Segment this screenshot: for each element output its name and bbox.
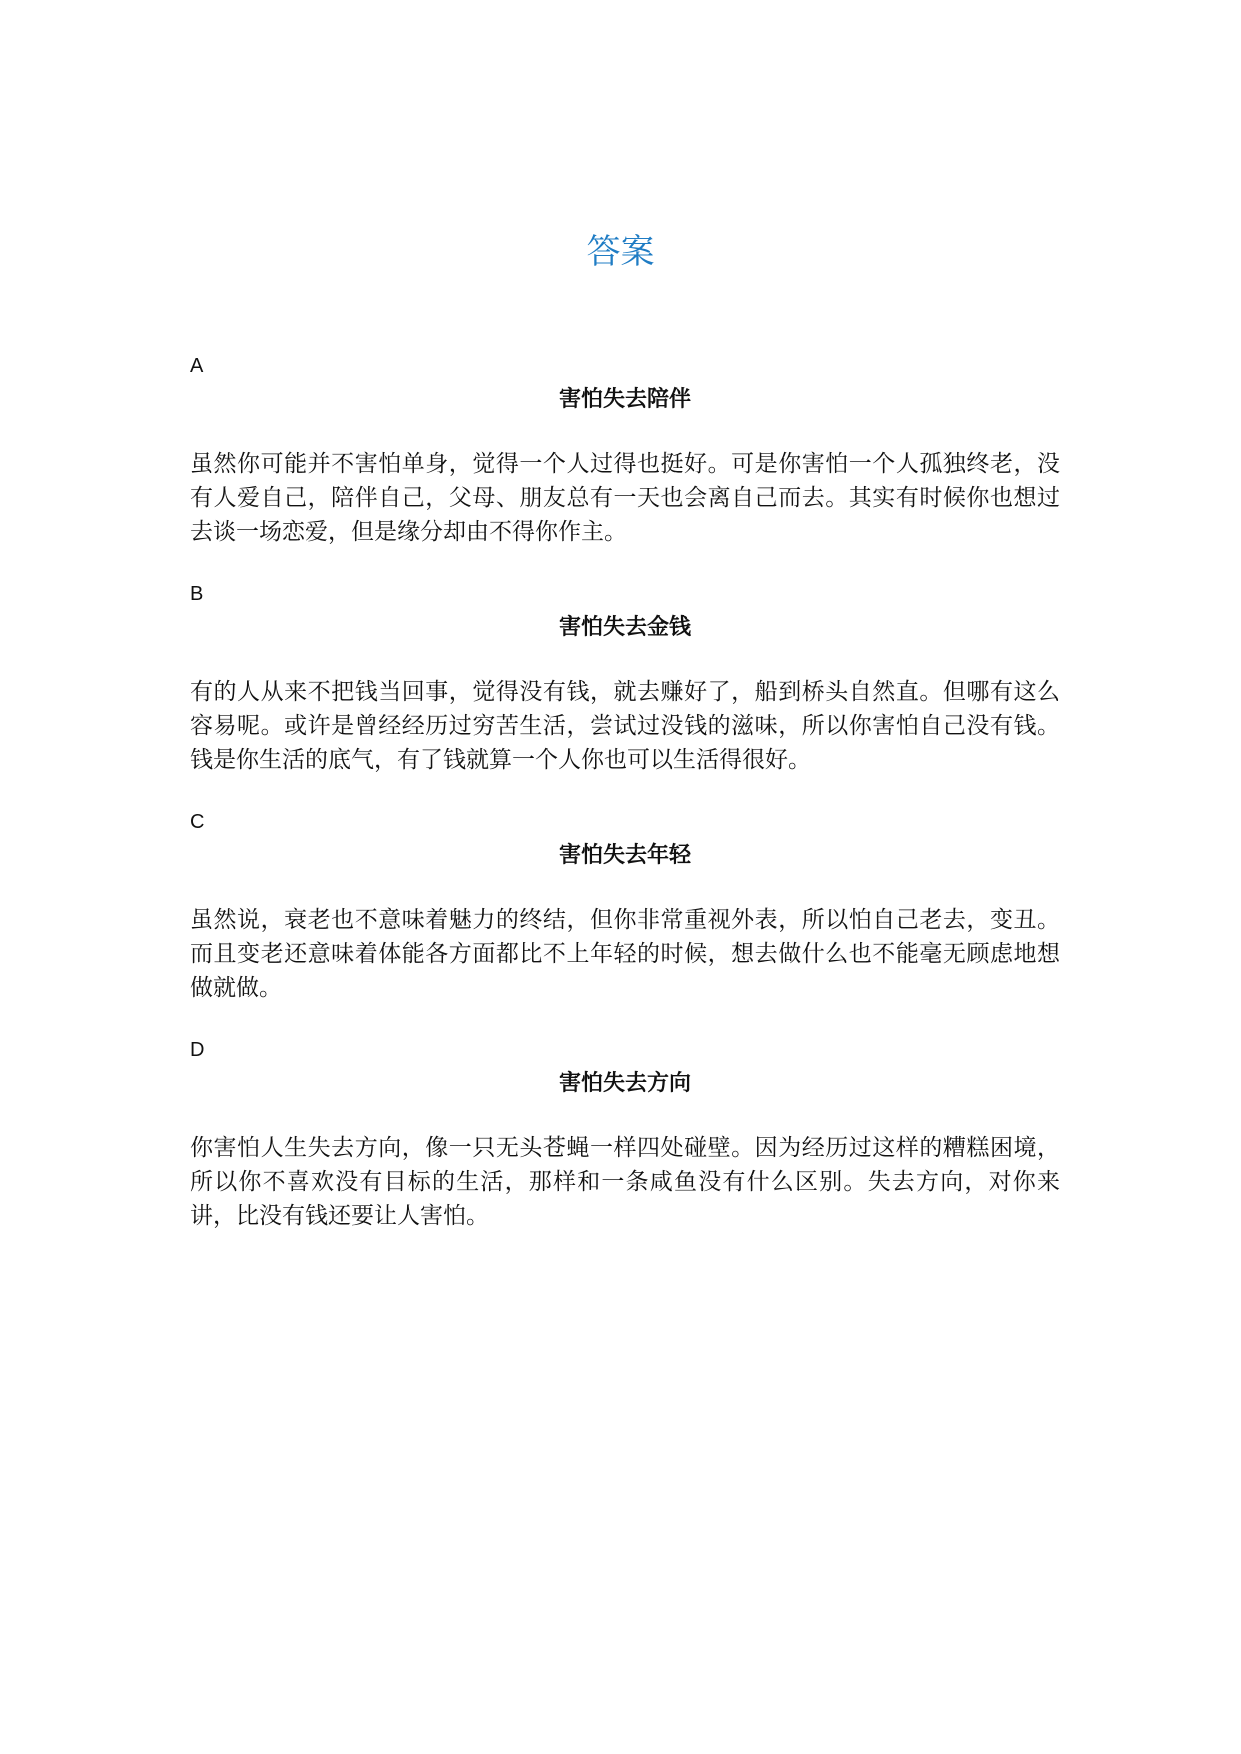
section-body: 虽然你可能并不害怕单身，觉得一个人过得也挺好。可是你害怕一个人孤独终老，没有人爱自己，陪伴自己，父母、朋友总有一天也会离自己而去。其实有时候你也想过去谈一场恋爱，但是缘分却由不得你作主。 — [190, 451, 1060, 545]
option-letter: B — [190, 583, 204, 605]
page-title: 答案 — [586, 232, 655, 272]
option-letter: C — [190, 811, 205, 833]
section-heading: 害怕失去金钱 — [558, 615, 691, 640]
section-heading: 害怕失去陪伴 — [558, 387, 691, 412]
answer-section-c — [190, 808, 1060, 1036]
section-body: 有的人从来不把钱当回事，觉得没有钱，就去赚好了，船到桥头自然直。但哪有这么容易呢。或许是曾经经历过穷苦生活，尝试过没钱的滋味，所以你害怕自己没有钱。钱是你生活的底气，有了钱就算一个人你也可以生活得很好。 — [190, 679, 1060, 773]
section-heading: 害怕失去方向 — [558, 1071, 691, 1096]
section-body: 虽然说，衰老也不意味着魅力的终结，但你非常重视外表，所以怕自己老去，变丑。而且变老还意味着体能各方面都比不上年轻的时候，想去做什么也不能毫无顾虑地想做就做。 — [190, 907, 1060, 1001]
option-letter: D — [190, 1039, 205, 1061]
section-heading: 害怕失去年轻 — [558, 843, 691, 868]
answer-section-d — [190, 1036, 1060, 1264]
option-letter: A — [190, 355, 204, 377]
answer-sections — [190, 352, 1060, 1264]
section-body: 你害怕人生失去方向，像一只无头苍蝇一样四处碰壁。因为经历过这样的糟糕困境，所以你不喜欢没有目标的生活，那样和一条咸鱼没有什么区别。失去方向，对你来讲，比没有钱还要让人害怕。 — [190, 1135, 1060, 1229]
answer-section-a — [190, 352, 1060, 580]
answer-section-b — [190, 580, 1060, 808]
